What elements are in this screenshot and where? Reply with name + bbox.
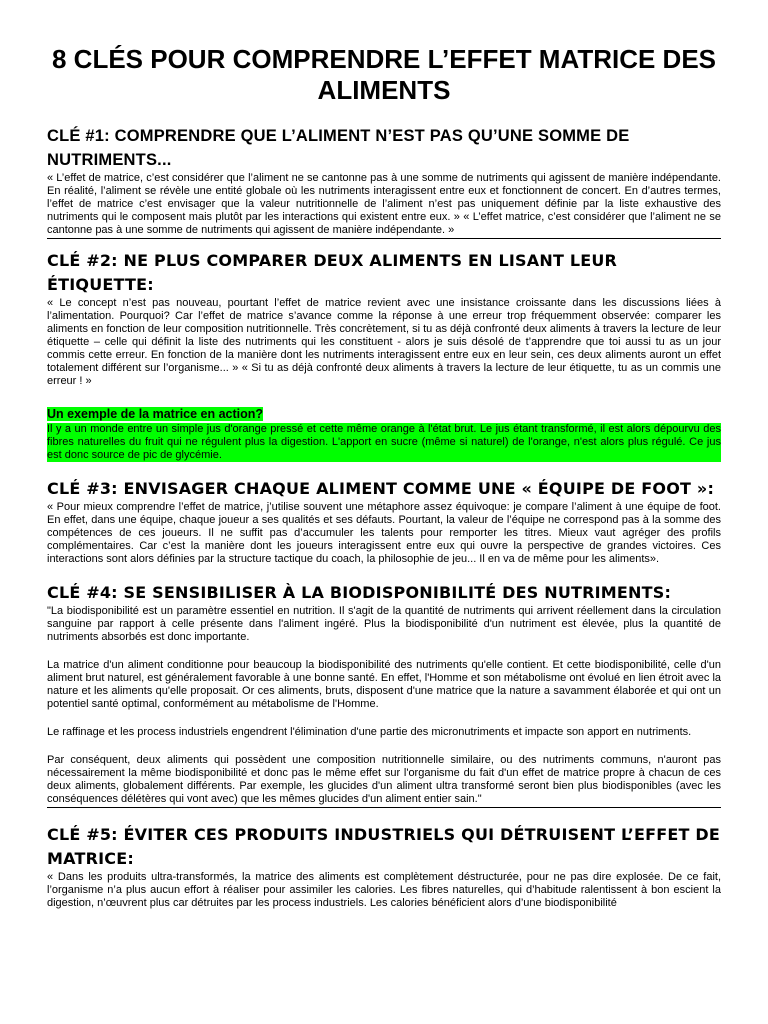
example-title: Un exemple de la matrice en action? bbox=[47, 407, 264, 421]
document-title: 8 CLÉS POUR COMPRENDRE L’EFFET MATRICE DES ALIMENTS bbox=[51, 44, 716, 105]
section-4-heading: CLÉ #4: SE SENSIBILISER À LA BIODISPONIBILITÉ DES NUTRIMENTS: bbox=[47, 583, 672, 602]
section-5-paragraph: « Dans les produits ultra-transformés, la matrice des aliments est complètement déstructurée, pour ne pas dire explosée. De ce fait, l’organisme n’a plus aucun effort à réaliser pour assimiler les calories. Les fibres naturelles, qui d’habitude ralentissent à bon escient la digestion, n’œuvrent plus car détruites par les process industriels. Les calories bénéficient alors d’une biodisponibilité bbox=[47, 871, 721, 909]
section-1-heading: CLÉ #1: COMPRENDRE QUE L’ALIMENT N’EST PAS QU’UNE SOMME DE NUTRIMENTS... bbox=[47, 127, 630, 169]
example-text: Il y a un monde entre un simple jus d'orange pressé et cette même orange à l'état brut. Le jus étant transformé, il est alors dépourvu des fibres naturelles du fruit qui ne régulent plus la digestion. L'apport en sucre (même si naturel) de l'orange, n'est alors plus régulé. Ce jus est donc source de pic de glycémie. bbox=[47, 423, 721, 461]
section-4-paragraph-3: Le raffinage et les process industriels engendrent l'élimination d'une partie des micronutriments et impacte son apport en nutriments. bbox=[47, 726, 692, 738]
section-4-paragraph-2: La matrice d'un aliment conditionne pour beaucoup la biodisponibilité des nutriments qu'elle contient. Et cette biodisponibilité, celle d'un aliment brut naturel, est généralement favorable à une bonne santé. En effet, l'Homme et son métabolisme ont évolué en lien étroit avec la nature et les aliments qu'elle proposait. Or ces aliments, bruts, disposent d'une matrice que la nature a savamment élaborée et qui ont un potentiel santé optimal, conformément au métabolisme de l'Homme. bbox=[47, 659, 721, 710]
section-4-paragraph-1: "La biodisponibilité est un paramètre essentiel en nutrition. Il s'agit de la quantité de nutriments qui arrivent réellement dans la circulation sanguine par rapport à celle présente dans l'aliment ingéré. Plus la biodisponibilité d'un nutriment est élevée, plus la quantité de nutriments absorbés est donc importante. bbox=[47, 605, 721, 643]
section-3-heading: CLÉ #3: ENVISAGER CHAQUE ALIMENT COMME UNE « ÉQUIPE DE FOOT »: bbox=[47, 479, 715, 498]
example-box bbox=[47, 405, 721, 462]
section-4-paragraph-4: Par conséquent, deux aliments qui possèdent une composition nutritionnelle similaire, ou des nutriments communs, n'auront pas nécessairement la même biodisponibilité et donc pas le même effet sur l'organisme du fait d'un effet de matrice propre à chacun de ces deux aliments, globalement différents. Par exemple, les glucides d'un aliment ultra transformé seront bien plus biodisponibles (avec les conséquences délétères qui vont avec) que les mêmes glucides d'un aliment entier sain." bbox=[47, 754, 721, 808]
section-3-paragraph: « Pour mieux comprendre l’effet de matrice, j’utilise souvent une métaphore assez équivoque: je compare l’aliment à une équipe de foot. En effet, dans une équipe, chaque joueur a ses qualités et ses défauts. Pourtant, la valeur de l’équipe ne correspond pas à la somme des compétences de ces joueurs. Il ne suffit pas d’accumuler les talents pour remporter les titres. Mieux vaut agréger des profils complémentaires. Car c’est la manière dont les joueurs interagissent entre eux qui ouvre la perspective de grandes victoires. Ces interactions sont alors définies par la structure tactique du coach, la philosophie de jeu... Il en va de même pour les aliments». bbox=[47, 501, 721, 565]
section-1-paragraph: « L’effet de matrice, c’est considérer que l’aliment ne se cantonne pas à une somme de nutriments qui agissent de manière indépendante. En réalité, l’aliment se révèle une entité globale où les nutriments interagissent entre eux et fonctionnent de concert. En d’autres termes, l’effet de matrice c’est envisager que la valeur nutritionnelle de l’aliment n’est pas uniquement définie par la liste exhaustive des nutriments qui le composent mais plutôt par les interactions qui existent entre eux. » « L’effet matrice, c’est considérer que l’aliment ne se cantonne pas à une somme de nutriments qui agissent de manière indépendante. » bbox=[47, 172, 721, 239]
section-2-paragraph: « Le concept n’est pas nouveau, pourtant l’effet de matrice revient avec une insistance croissante dans les discussions liées à l’alimentation. Pourquoi? Car l’effet de matrice s’avance comme la réponse à une erreur trop fréquemment observée: comparer les aliments en fonction de leur composition nutritionnelle. Très concrètement, si tu as déjà confronté deux aliments à travers la lecture de leur étiquette – celle qui définit la liste des nutriments qui les constituent - alors je suis désolé de t’apprendre que toi aussi tu as un jour commis cette erreur. En fonction de la manière dont les nutriments interagissent entre eux en leur sein, ces deux aliments auront un effet totalement différent sur l’organisme... » « Si tu as déjà confronté deux aliments à travers la lecture de leur étiquette, tu as un commis une erreur ! » bbox=[47, 297, 721, 387]
section-5-heading: CLÉ #5: ÉVITER CES PRODUITS INDUSTRIELS QUI DÉTRUISENT L’EFFET DE MATRICE: bbox=[47, 825, 720, 868]
section-2-heading: CLÉ #2: NE PLUS COMPARER DEUX ALIMENTS EN LISANT LEUR ÉTIQUETTE: bbox=[47, 251, 618, 294]
